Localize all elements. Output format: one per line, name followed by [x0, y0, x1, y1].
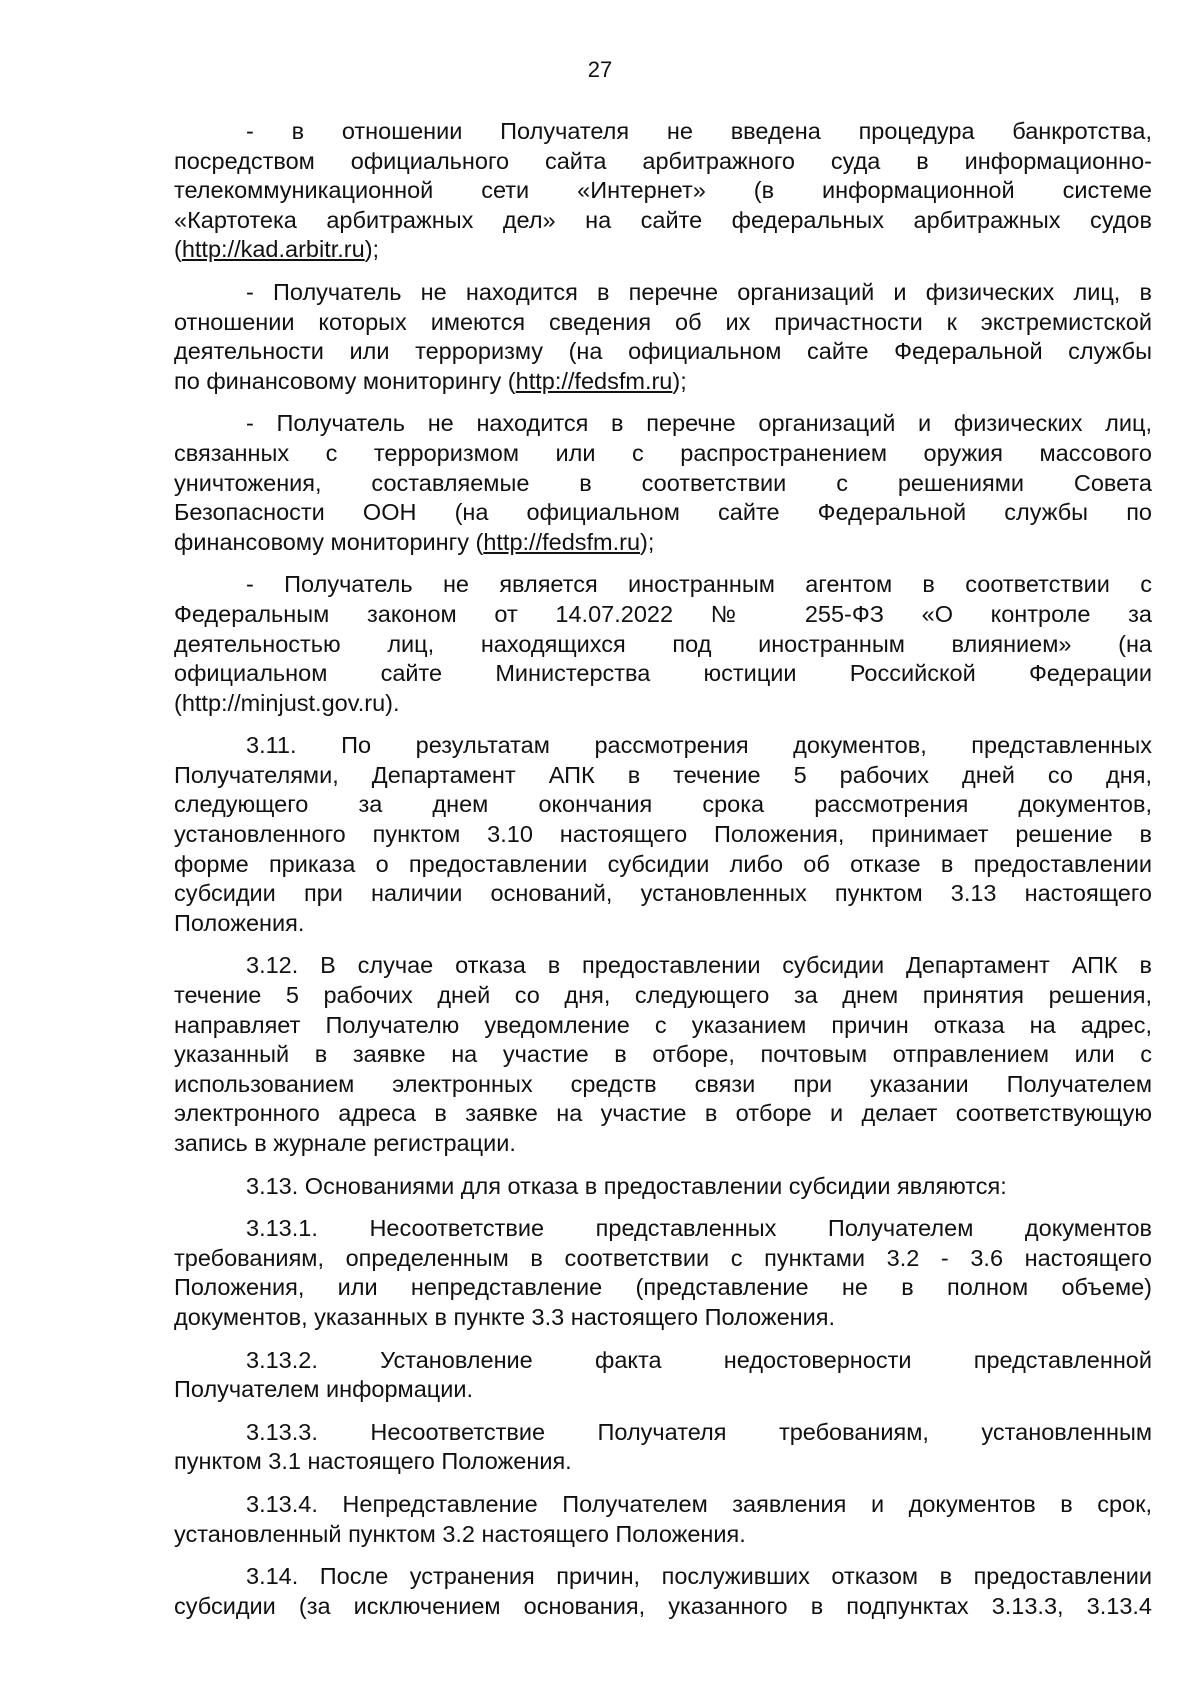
- text-line: 3.13. Основаниями для отказа в предоставлении субсидии являются:: [246, 1172, 1007, 1199]
- paragraph: [174, 731, 1152, 938]
- text-line: электронного адреса в заявке на участие в отборе и делает соответствующую: [174, 1100, 1152, 1127]
- text-line: 3.11. По результатам рассмотрения документов, представленных: [246, 732, 1152, 759]
- text-line: субсидии при наличии оснований, установленных пунктом 3.13 настоящего: [174, 880, 1152, 907]
- text-line: форме приказа о предоставлении субсидии либо об отказе в предоставлении: [174, 850, 1152, 877]
- text-line: субсидии (за исключением основания, указанного в подпунктах 3.13.3, 3.13.4: [174, 1592, 1152, 1619]
- text-line: Федеральным законом от 14.07.2022 № 255-ФЗ «О контроле за: [174, 600, 1152, 627]
- hyperlink[interactable]: http://fedsfm.ru: [515, 367, 673, 394]
- text-line: следующего за днем окончания срока рассмотрения документов,: [174, 791, 1152, 818]
- text-line: Получателями, Департамент АПК в течение 5 рабочих дней со дня,: [174, 761, 1152, 788]
- text-line: отношении которых имеются сведения об их причастности к экстремистской: [174, 308, 1152, 335]
- text-line: 3.14. После устранения причин, послуживших отказом в предоставлении: [246, 1563, 1152, 1590]
- hyperlink[interactable]: http://fedsfm.ru: [483, 528, 641, 555]
- paragraph: [174, 1418, 1152, 1477]
- text-line: запись в журнале регистрации.: [174, 1130, 516, 1156]
- text-line: Безопасности ООН (на официальном сайте Федеральной службы по: [174, 499, 1152, 526]
- text-line: - Получатель не находится в перечне организаций и физических лиц,: [246, 410, 1152, 437]
- text-line: 3.13.4. Непредставление Получателем заявления и документов в срок,: [246, 1490, 1152, 1517]
- document-body: [174, 117, 1152, 1634]
- text-line: [174, 528, 1152, 558]
- text-line: [174, 367, 1152, 397]
- text-line: пунктом 3.1 настоящего Положения.: [174, 1448, 572, 1475]
- paragraph: [174, 1490, 1152, 1549]
- text-line: Положения, или непредставление (представление не в полном объеме): [174, 1274, 1152, 1301]
- text-line: использованием электронных средств связи при указании Получателем: [174, 1070, 1152, 1097]
- paragraph: [174, 409, 1152, 557]
- paragraph: [174, 1346, 1152, 1405]
- text-line: деятельности или терроризму (на официальном сайте Федеральной службы: [174, 338, 1152, 365]
- text-line: 3.12. В случае отказа в предоставлении субсидии Департамент АПК в: [246, 952, 1152, 979]
- text-line: Положения.: [174, 909, 305, 936]
- text-line: [174, 235, 1152, 265]
- text-line: указанный в заявке на участие в отборе, почтовым отправлением или с: [174, 1041, 1152, 1068]
- text-line: - Получатель не находится в перечне организаций и физических лиц, в: [246, 278, 1152, 305]
- text-line: официальном сайте Министерства юстиции Российской Федерации: [174, 660, 1152, 687]
- text-line: деятельностью лиц, находящихся под иностранным влиянием» (на: [174, 630, 1152, 657]
- text-fragment: по финансовому мониторингу (: [174, 367, 516, 394]
- text-line: 3.13.3. Несоответствие Получателя требованиям, установленным: [246, 1418, 1152, 1445]
- text-line: 3.13.2. Установление факта недостоверности представленной: [246, 1346, 1152, 1373]
- paragraph: [174, 278, 1152, 396]
- paragraph: [174, 1214, 1152, 1332]
- page-number: 27: [587, 57, 613, 82]
- text-line: связанных с терроризмом или с распространением оружия массового: [174, 439, 1152, 466]
- text-line: течение 5 рабочих дней со дня, следующего за днем принятия решения,: [174, 982, 1152, 1009]
- text-line: установленного пунктом 3.10 настоящего Положения, принимает решение в: [174, 821, 1152, 848]
- text-fragment: (: [174, 236, 182, 263]
- paragraph: [174, 570, 1152, 718]
- text-fragment: финансовому мониторингу (: [174, 528, 484, 555]
- text-line: документов, указанных в пункте 3.3 настоящего Положения.: [174, 1303, 836, 1330]
- text-fragment: );: [640, 528, 655, 555]
- text-line: 3.13.1. Несоответствие представленных Получателем документов: [246, 1215, 1152, 1242]
- paragraph: [174, 951, 1152, 1158]
- text-line: установленный пунктом 3.2 настоящего Положения.: [174, 1520, 746, 1547]
- paragraph: [174, 1172, 1152, 1202]
- text-line: Получателем информации.: [174, 1376, 474, 1403]
- text-line: - в отношении Получателя не введена процедура банкротства,: [246, 118, 1152, 144]
- text-line: требованиям, определенным в соответствии с пунктами 3.2 - 3.6 настоящего: [174, 1244, 1152, 1271]
- text-line: направляет Получателю уведомление с указанием причин отказа на адрес,: [174, 1011, 1152, 1038]
- text-line: посредством официального сайта арбитражного суда в информационно-: [174, 147, 1152, 174]
- paragraph: [174, 1562, 1152, 1621]
- hyperlink[interactable]: http://kad.arbitr.ru: [181, 236, 365, 263]
- text-fragment: );: [672, 367, 687, 394]
- text-fragment: );: [364, 236, 380, 263]
- text-line: - Получатель не является иностранным агентом в соответствии с: [246, 571, 1152, 598]
- paragraph: [174, 117, 1152, 265]
- text-line: «Картотека арбитражных дел» на сайте федеральных арбитражных судов: [174, 206, 1152, 233]
- text-line: уничтожения, составляемые в соответствии с решениями Совета: [174, 469, 1152, 496]
- text-line: (http://minjust.gov.ru).: [174, 689, 400, 716]
- text-line: телекоммуникационной сети «Интернет» (в информационной системе: [174, 177, 1152, 204]
